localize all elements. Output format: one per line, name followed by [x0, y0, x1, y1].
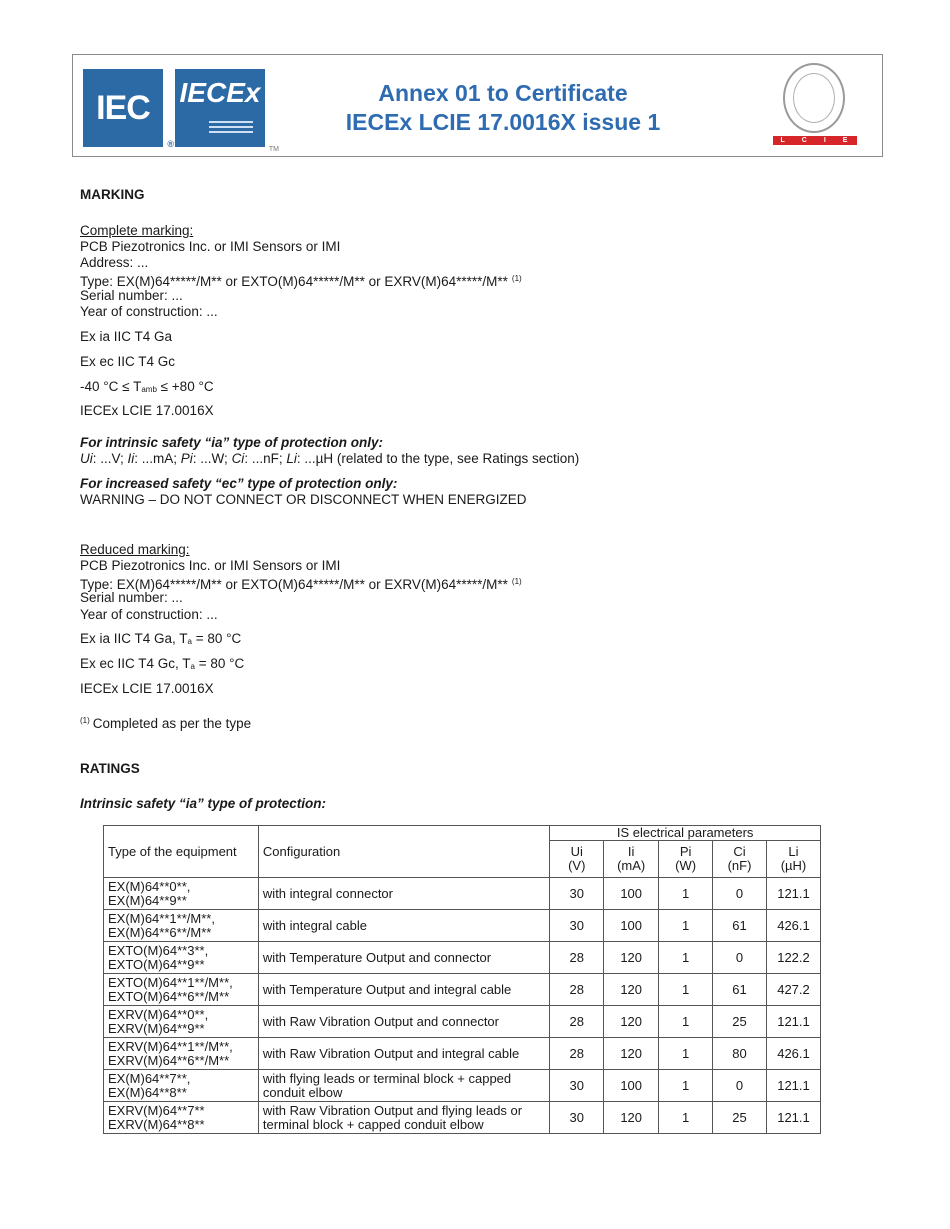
reduced-manufacturer: PCB Piezotronics Inc. or IMI Sensors or IMI [80, 558, 341, 573]
table-row [104, 974, 821, 1006]
pi-cell: 1 [659, 942, 713, 974]
ui-cell: 30 [550, 1102, 604, 1134]
pi-cell: 1 [659, 910, 713, 942]
table-row [104, 942, 821, 974]
col-config-header: Configuration [258, 826, 549, 878]
ci-cell: 25 [713, 1102, 767, 1134]
reduced-ex-ia: Ex ia IIC T4 Ga, $T_a = 80$ °C [80, 631, 242, 646]
table-row [104, 878, 821, 910]
ci-cell: 0 [713, 1070, 767, 1102]
ui-cell: 28 [550, 1038, 604, 1070]
iecex-logo-text: IECEx [179, 77, 261, 108]
li-cell: 426.1 [766, 1038, 820, 1070]
ui-cell: 28 [550, 1006, 604, 1038]
complete-ex-ec: Ex ec IIC T4 Gc [80, 354, 176, 369]
title-line-2: IECEx LCIE 17.0016X issue 1 [345, 109, 661, 135]
col-type-header: Type of the equipment [104, 826, 259, 878]
li-cell: 121.1 [766, 1006, 820, 1038]
param-ci-header: Ci (nF) [713, 841, 767, 878]
ii-cell: 120 [604, 1102, 659, 1134]
ui-cell: 28 [550, 942, 604, 974]
pi-cell: 1 [659, 1006, 713, 1038]
ui-cell: 30 [550, 910, 604, 942]
configuration-cell: with Raw Vibration Output and integral cable [258, 1038, 549, 1070]
ii-cell: 100 [604, 878, 659, 910]
bureau-veritas-seal [783, 63, 845, 133]
certificate-header [72, 54, 883, 157]
page-title [303, 79, 703, 137]
ratings-heading: RATINGS [80, 761, 140, 776]
complete-marking-title: Complete marking: [80, 223, 194, 238]
ui-cell: 30 [550, 1070, 604, 1102]
reduced-cert-number: IECEx LCIE 17.0016X [80, 681, 214, 696]
complete-manufacturer: PCB Piezotronics Inc. or IMI Sensors or IMI [80, 239, 341, 254]
ratings-subheading: Intrinsic safety “ia” type of protection: [80, 796, 327, 811]
equipment-type-cell: EXTO(M)64**1**/M**, EXTO(M)64**6**/M** [104, 974, 259, 1006]
table-row [104, 1070, 821, 1102]
warning-text: WARNING – DO NOT CONNECT OR DISCONNECT WHEN ENERGIZED [80, 492, 527, 507]
li-cell: 121.1 [766, 1102, 820, 1134]
ci-cell: 0 [713, 878, 767, 910]
iec-logo: IEC ® [83, 69, 163, 147]
equipment-type-cell: EXTO(M)64**3**, EXTO(M)64**9** [104, 942, 259, 974]
li-cell: 122.2 [766, 942, 820, 974]
complete-cert-number: IECEx LCIE 17.0016X [80, 403, 214, 418]
equipment-type-cell: EXRV(M)64**7** EXRV(M)64**8** [104, 1102, 259, 1134]
footnote: $^{(1)}$ Completed as per the type [80, 716, 252, 731]
param-ii-header: Ii (mA) [604, 841, 659, 878]
configuration-cell: with Raw Vibration Output and flying leads or terminal block + capped conduit elbow [258, 1102, 549, 1134]
equipment-type-cell: EX(M)64**1**/M**, EX(M)64**6**/M** [104, 910, 259, 942]
table-row [104, 1102, 821, 1134]
configuration-cell: with Raw Vibration Output and connector [258, 1006, 549, 1038]
table-row [104, 1038, 821, 1070]
complete-ex-ia: Ex ia IIC T4 Ga [80, 329, 173, 344]
ii-cell: 120 [604, 1006, 659, 1038]
ci-cell: 0 [713, 942, 767, 974]
ia-parameters: Ui: ...V; Ii: ...mA; Pi: ...W; Ci: ...nF; Li: ...µH (related to the type, see Ratings section) [80, 451, 580, 466]
table-row [104, 910, 821, 942]
is-params-header: IS electrical parameters [550, 826, 821, 841]
ci-cell: 61 [713, 910, 767, 942]
reduced-ex-ec: Ex ec IIC T4 Gc, $T_a = 80$ °C [80, 656, 245, 671]
ii-cell: 120 [604, 942, 659, 974]
pi-cell: 1 [659, 1038, 713, 1070]
complete-type-line: Type: EX(M)64*****/M** or EXTO(M)64*****/M** or EXRV(M)64*****/M** $^{(1)}$ [80, 274, 522, 289]
pi-cell: 1 [659, 1070, 713, 1102]
ii-cell: 120 [604, 1038, 659, 1070]
ia-heading: For intrinsic safety “ia” type of protection only: [80, 435, 384, 450]
param-ui-header: Ui (V) [550, 841, 604, 878]
li-cell: 121.1 [766, 878, 820, 910]
configuration-cell: with integral connector [258, 878, 549, 910]
complete-serial: Serial number: ... [80, 288, 183, 303]
table-header-row [104, 826, 821, 841]
reduced-year: Year of construction: ... [80, 607, 218, 622]
pi-cell: 1 [659, 1102, 713, 1134]
equipment-type-cell: EXRV(M)64**0**, EXRV(M)64**9** [104, 1006, 259, 1038]
pi-cell: 1 [659, 974, 713, 1006]
reduced-type-line: Type: EX(M)64*****/M** or EXTO(M)64*****/M** or EXRV(M)64*****/M** $^{(1)}$ [80, 577, 522, 592]
pi-cell: 1 [659, 878, 713, 910]
ci-cell: 25 [713, 1006, 767, 1038]
configuration-cell: with Temperature Output and connector [258, 942, 549, 974]
complete-temperature: -40 $^\circ C \le T_{amb} \le +80$ °C [80, 379, 214, 394]
ii-cell: 100 [604, 1070, 659, 1102]
ui-cell: 28 [550, 974, 604, 1006]
ci-cell: 80 [713, 1038, 767, 1070]
ii-cell: 100 [604, 910, 659, 942]
iec-logo-text: IEC [96, 88, 150, 127]
equipment-type-cell: EX(M)64**7**, EX(M)64**8** [104, 1070, 259, 1102]
configuration-cell: with integral cable [258, 910, 549, 942]
li-cell: 121.1 [766, 1070, 820, 1102]
trademark-mark: TM [268, 146, 279, 153]
ci-cell: 61 [713, 974, 767, 1006]
equipment-type-cell: EXRV(M)64**1**/M**, EXRV(M)64**6**/M** [104, 1038, 259, 1070]
ui-cell: 30 [550, 878, 604, 910]
ratings-table [103, 825, 821, 1134]
ec-heading: For increased safety “ec” type of protection only: [80, 476, 398, 491]
equipment-type-cell: EX(M)64**0**, EX(M)64**9** [104, 878, 259, 910]
param-li-header: Li (µH) [766, 841, 820, 878]
marking-heading: MARKING [80, 187, 145, 202]
li-cell: 427.2 [766, 974, 820, 1006]
complete-year: Year of construction: ... [80, 304, 218, 319]
ii-cell: 120 [604, 974, 659, 1006]
title-line-1: Annex 01 to Certificate [378, 80, 628, 106]
reduced-serial: Serial number: ... [80, 590, 183, 605]
table-row [104, 1006, 821, 1038]
configuration-cell: with flying leads or terminal block + capped conduit elbow [258, 1070, 549, 1102]
iecex-logo [175, 69, 279, 153]
complete-address: Address: ... [80, 255, 149, 270]
li-cell: 426.1 [766, 910, 820, 942]
configuration-cell: with Temperature Output and integral cable [258, 974, 549, 1006]
lcie-bar: L C I E [773, 136, 857, 145]
param-pi-header: Pi (W) [659, 841, 713, 878]
reduced-marking-title: Reduced marking: [80, 542, 190, 557]
